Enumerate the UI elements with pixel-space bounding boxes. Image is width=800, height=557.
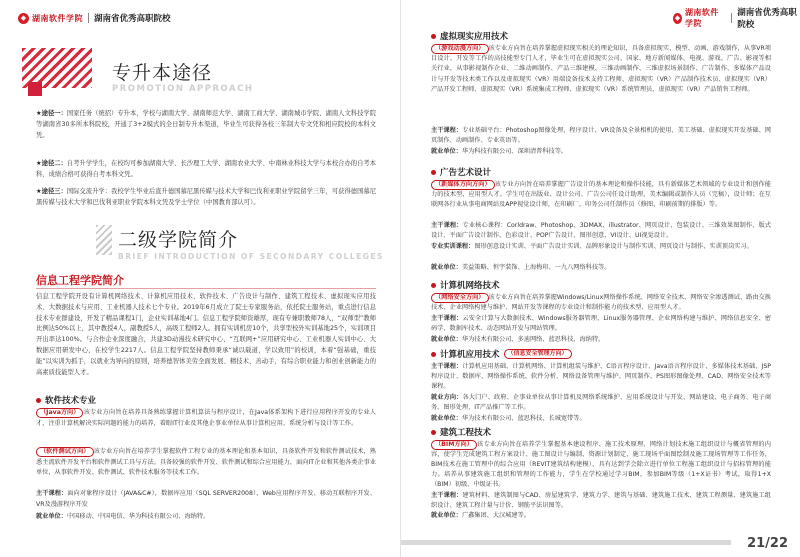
right-header xyxy=(673,7,800,30)
major-compapp-extra: 就业方向：各大门户、政府、企事业单位从事计算机及网络系统维护、应用系统设计与开发、网站建设、电子商务、电子商务、图形处理、IT产品推广等工作。 xyxy=(431,394,772,412)
left-header xyxy=(18,11,171,25)
page-number: 21/22 xyxy=(747,536,788,551)
logo-icon: ◆ xyxy=(674,14,681,22)
major-software-testing: （软件测试方向） 该专业方向旨在培养学生掌握软件工程专业的基本理论和基本知识，具备软件开发和软件测试技术，熟悉主流软件开发平台和软件测试工具与方法。具备较强的软件开发、软件测试和综合应用能力，面向IT企业和其他各类企事业单位，从事软件开发、软件测试、软件技术服务等技术工作。 xyxy=(36,448,376,477)
bullet-icon xyxy=(431,170,436,175)
major-software-java: （Java方向） 该专业方向旨在培养具备熟练掌握计算机算法与程序设计，在Java体系架构下进行应用程序开发的专业人才，注重计算机解决实际问题的能力的培养，着眼IT行业及其他企事业单位从事计算机应用、系统分析与设计等工作。 xyxy=(36,409,376,427)
major-software-core: 主干课程：面向对象程序设计（JAVA&C#），数据库应用（SQL SERVER2008），Web应用程序开发、移动互联程序开发、VR及漫游程序开发 xyxy=(36,490,377,508)
major-vr-heading: 虚拟现实应用技术 xyxy=(431,30,508,42)
major-construction-heading: 建筑工程技术 xyxy=(431,426,491,438)
upgrade-item-3: ★途径三：国际交流升学：我校学生毕业后直升德国慕尼黑传媒与技术大学和巴伐利亚职业学院留学三年，可获得德国慕尼黑传媒与技术大学和巴伐利亚职业学院本科文凭及学士学位（中国教育部认可）。 xyxy=(36,188,376,207)
major-construction-desc: （BIM方向） 该专业方向旨在培养学生掌握基本建设程序、施工技术原理、网络计划技术施工组织设计与概省管理的内容，使学生完成建筑工程方案设计、施工图设计与编制、资源计划制定、施工现场平面图绘制及施工现场管理等工作任务，BIM技术在施工管理中的综合应用（REVIT建筑结构建模），具有达到学会除立进行单位工程施工组织设计与招标管理的能力。培养从事建筑施工组织和管理的工作能力，学生在学校通过学习BIM，参加BIM等级（1+X证书）考试，取得1+X（BIM）初级、中级证书。 xyxy=(431,441,771,488)
major-network-core: 主干课程：云安全计算与大数据技术、Windows服务器管理、Linux服务器管理、企业网络构建与维护、网络信息安全、密码学、数据库技术、动态网站开发与网站管理。 xyxy=(431,315,771,333)
bullet-icon xyxy=(431,283,436,288)
right-page xyxy=(400,0,800,557)
logo-text: 湖南软件学院 xyxy=(684,7,719,28)
bullet-icon xyxy=(36,398,41,403)
school-logo xyxy=(18,13,83,24)
major-compapp-job: 就业单位：华为技术有限公司、蓝思科技、长城宽带等。 xyxy=(431,415,586,422)
college-title-underline xyxy=(36,288,376,289)
college-title: 信息工程学院简介 xyxy=(36,274,124,287)
header-divider xyxy=(731,13,732,23)
logo-icon: ◆ xyxy=(18,13,29,24)
logo-text: 湖南软件学院 xyxy=(32,12,83,23)
decor-stripes-2 xyxy=(96,225,112,255)
major-vr-job: 就业单位：华为科技有限公司、深圳清普科技等。 xyxy=(431,148,568,155)
major-network-desc: （网络安全方向） 该专业方向旨在培养掌握Windows/Linux网络操作系统、网络安全技术、网络安全渗透测试、路由交换技术、企业网络构建与维护、网站开发等课程的专业设计和制作能力的技术型、应用型人才。 xyxy=(431,294,771,312)
page-footer-bar xyxy=(401,540,731,545)
major-network-heading: 计算机网络技术 xyxy=(431,279,500,291)
decor-square xyxy=(28,82,42,96)
major-software-job: 就业单位：中国移动、中国电信、华为科技有限公司、海纳特。 xyxy=(36,513,210,520)
school-logo-right xyxy=(673,7,726,29)
upgrade-title: 专升本途径 xyxy=(112,62,213,84)
major-vr-desc: （游戏动漫方向） 该专业方向旨在培养掌握虚拟现实相关的理论知识，具备虚拟现实、模型、动画、游戏制作，从事VR项目设计、开发等工作的高技能型专门人才，毕业生可在虚拟现实公司、国家、地方新闻媒体、电视、游戏、广告、影视等相关行业，从事影视制作企业、二维动画制作、产品三维建模、三维动画制作、三维虚拟场景制作、广告制作、多媒体产品设计与开发等技术类工作以及虚拟现实（VR）用端设备技术支持工程师、虚拟现实（VR）产品制作技术员、虚拟现实（VR）产品开发工程师、虚拟现实（VR）系统集成工程师、虚拟现实（VR）系统管理员、虚拟现实（VR）产品销售工程师。 xyxy=(431,45,771,93)
header-divider xyxy=(88,13,89,23)
major-software-heading: 软件技术专业 xyxy=(36,394,96,406)
major-construction-core: 主干课程：建筑材料、建筑制图与CAD、房屋建筑学、建筑力学、建筑与基础、建筑施工技术、建筑工程测量、建筑施工组织设计、建筑工程计量与计价、钢筋平法识图等。 xyxy=(431,492,771,509)
colleges-subtitle: BRIEF INTRODUCTION OF SECONDARY COLLEGES xyxy=(118,252,384,261)
bullet-icon xyxy=(431,430,436,435)
bullet-icon xyxy=(431,352,436,357)
upgrade-item-1: ★途径一：国家任务（统招）专升本，学校与湖南大学、湖南师范大学、湖南工商大学、湖南城市学院、湖南人文科技学院等湖南省30多所本科院校，开通了3+2模式的全日制专升本渠道，毕业生可获得各校三年制大专文凭和相应院校的本科文凭。 xyxy=(36,110,376,140)
colleges-title: 二级学院简介 xyxy=(118,229,239,251)
major-compapp-core: 主干课程：计算机应用基础、计算机网络、计算机组装与维护、C语言程序设计、Java语言程序设计、多媒体技术基础、JSP程序设计、数据库、网络操作系统、软件分析、网络设备管理与维护、网页制作、PS图形图像处理、CAD、网络安全技术等课程。 xyxy=(431,363,772,391)
major-construction-job: 就业单位：广鑫集团、大汉城建等。 xyxy=(431,512,530,519)
major-ad-job: 就业单位：美益策略、恒宇装饰、上海梅印、一九八网络科技等。 xyxy=(431,264,611,271)
upgrade-subtitle: PROMOTION APPROACH xyxy=(112,84,254,94)
upgrade-item-2: ★途径二：自考升学学生，在校均可参加湖南大学、长沙理工大学、湖南农业大学、中南林业科技大学与本校合办的自考本科，成绩合格可获得自考本科文凭。 xyxy=(36,160,376,179)
major-compapp-heading: 计算机应用技术 （信息安全管理方向） xyxy=(431,348,572,360)
bullet-icon xyxy=(431,34,436,39)
college-intro: 信息工程学院开设有计算机网络技术、计算机应用技术、软件技术、广告设计与制作、建筑工程技术、虚拟现实应用技术、大数据技术与应用、工业机器人技术七个专业。2019年6月成立了院士专家服务站，依托院士服务站，重点进行信息技术专业群建设，开发了精品课程1门，企业实训基地4门。信息工程学院师资雄厚，现有专兼职教师78人，“双师型”教师比例达50%以上，其中教授4人，副教授5人，高级工程师2人。拥有实训机房10个，共享型校外实训基地25个，实训项目开出率达100%。与合作企业深度融合，共建3D动漫技术研究中心、“互联网+”应用研究中心、工业机器人实训中心、大数据应用研发中心，在校学生2217人。信息工程学院坚持教师秉承“诚以载道，学以致用”的校训，本着“强基础，重技能”以实训为抓手，以就业为导向的原则，培养德智体美劳全面发展、精技术、善动手，有综合职业能力和创业创新能力的高素质技能型人才。 xyxy=(36,293,376,376)
header-title: 湖南省优秀高职院校 xyxy=(737,8,797,30)
major-ad-core: 主干课程：专业核心课程：Corldraw、Photoshop、3DMAX、illustrator、网页设计、包装设计、三维效果图制作、版式设计、平面广告设计制作、色彩设计、POP广告设计、图形创意、VI设计、UI视觉设计。 xyxy=(431,222,772,240)
header-title: 湖南省优秀高职院校 xyxy=(94,14,171,24)
major-ad-extra: 专业实训课程：图形创意设计实训、平面广告设计实训、品牌形象设计与制作实训、网页设计与制作、实训顶岗实习。 xyxy=(431,243,753,250)
major-vr-core: 主干课程：专业基础平台：Photoshop图像处理、程序设计、VR设备及全景相机的使用、美工基础、虚拟现实开发基础、网页制作、动画制作、专业英语等。 xyxy=(431,127,771,145)
major-network-job: 就业单位：华为技术有限公司、多迪网络、蓝思科技、海纳特。 xyxy=(431,336,605,343)
major-ad-desc: （新媒体方向方向） 该专业方向旨在培养掌握广告设计的基本理论和操作技能，具有新媒体艺术领域的专业设计和创作能力的技术型、应用型人才。学生可在出版业、设计公司、广告公司任设计助理，美术编辑或制作人员（完稿），设计师；在互联网各行业从事电商网站及APP视觉设计师，在印刷厂，印务公司任制作员（修图、印刷前期的排版）等。 xyxy=(431,181,771,209)
major-ad-heading: 广告艺术设计 xyxy=(431,166,491,178)
